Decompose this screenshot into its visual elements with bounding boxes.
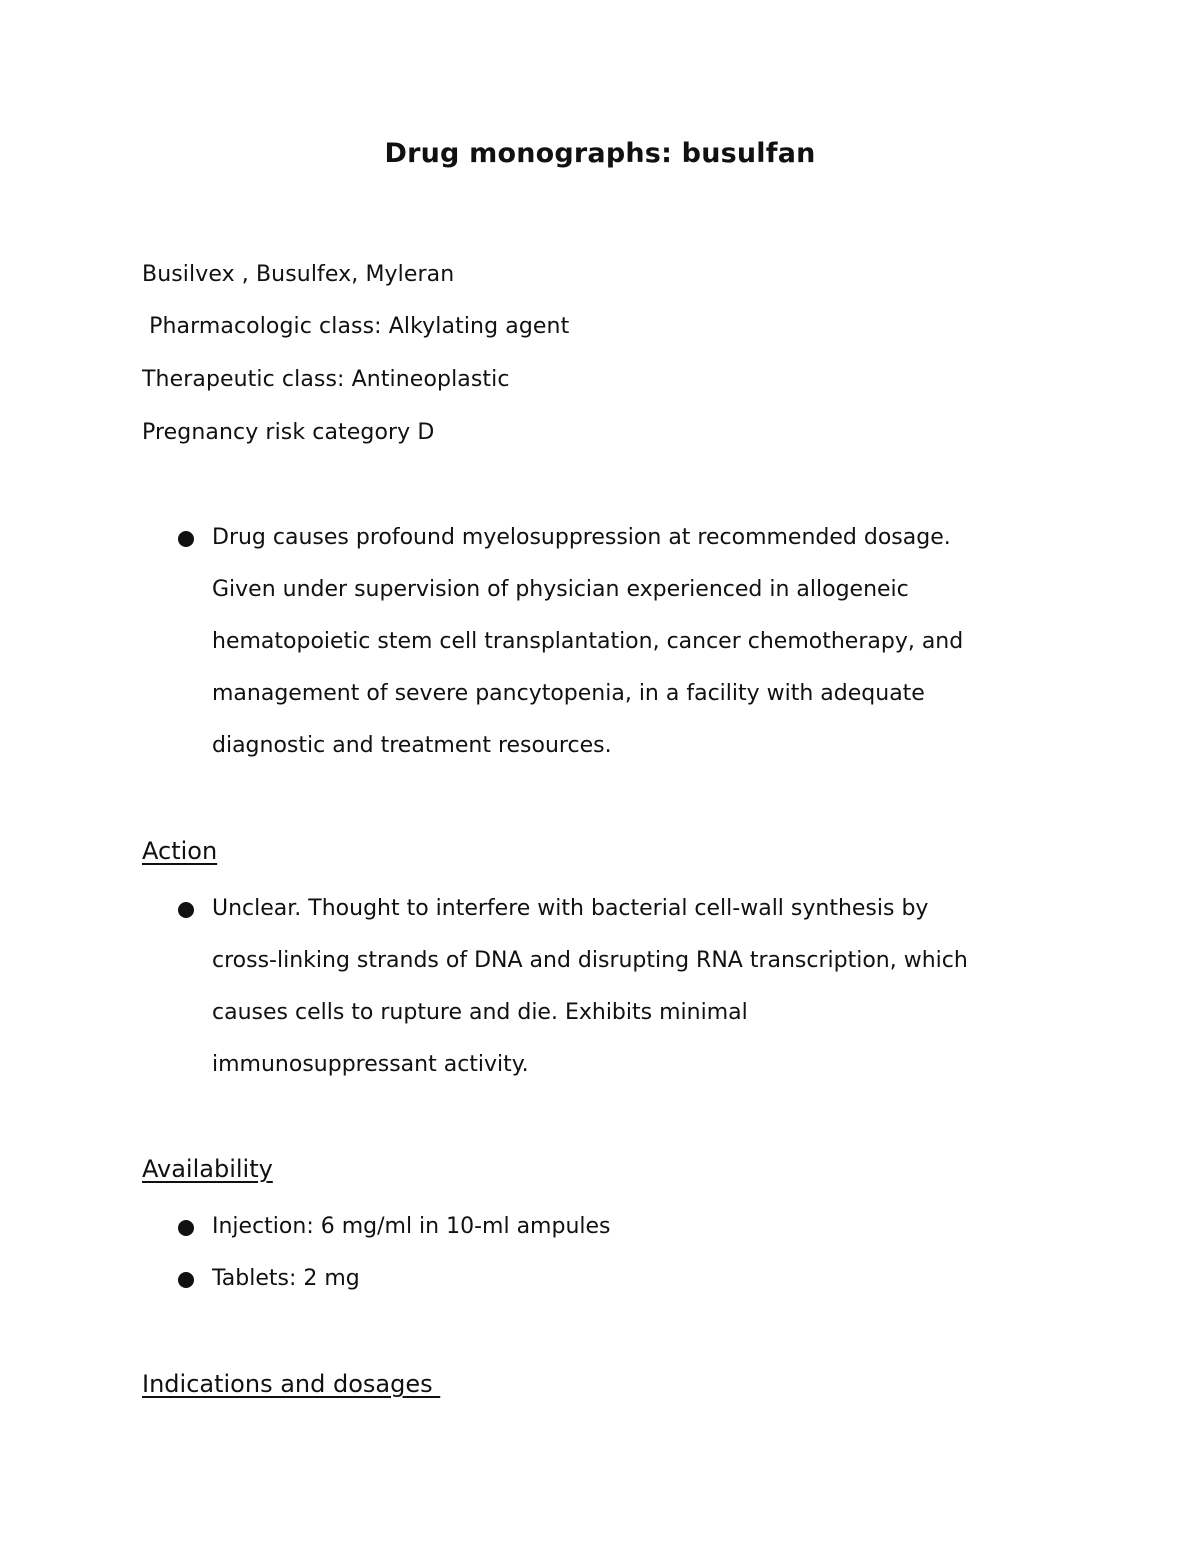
warning-line-3: hematopoietic stem cell transplantation, cancer chemotherapy, and xyxy=(212,629,964,654)
action-line-2: cross-linking strands of DNA and disrupting RNA transcription, which xyxy=(212,948,968,973)
pregnancy-risk-category: Pregnancy risk category D xyxy=(142,420,435,445)
availability-list-item xyxy=(142,1201,1102,1253)
availability-list-item xyxy=(142,1253,1102,1305)
bullet-icon xyxy=(178,1220,194,1236)
document-title: Drug monographs: busulfan xyxy=(384,138,816,169)
bullet-icon xyxy=(178,902,194,918)
action-line-3: causes cells to rupture and die. Exhibits minimal xyxy=(212,1000,748,1025)
warning-list xyxy=(142,512,1102,772)
warning-list-item xyxy=(142,512,1102,772)
availability-injection: Injection: 6 mg/ml in 10-ml ampules xyxy=(212,1214,611,1239)
bullet-icon xyxy=(178,531,194,547)
warning-line-5: diagnostic and treatment resources. xyxy=(212,733,612,758)
action-list xyxy=(142,883,1102,1091)
therapeutic-class: Therapeutic class: Antineoplastic xyxy=(142,367,510,392)
availability-list xyxy=(142,1201,1102,1305)
pharmacologic-class: Pharmacologic class: Alkylating agent xyxy=(142,314,570,339)
action-line-4: immunosuppressant activity. xyxy=(212,1052,529,1077)
availability-heading: Availability xyxy=(142,1155,273,1183)
indications-heading: Indications and dosages xyxy=(142,1370,441,1398)
action-heading: Action xyxy=(142,837,218,865)
action-list-item xyxy=(142,883,1102,1091)
action-line-1: Unclear. Thought to interfere with bacterial cell-wall synthesis by xyxy=(212,896,929,921)
warning-line-2: Given under supervision of physician experienced in allogeneic xyxy=(212,577,909,602)
availability-tablets: Tablets: 2 mg xyxy=(212,1266,360,1291)
brand-names: Busilvex , Busulfex, Myleran xyxy=(142,262,455,287)
bullet-icon xyxy=(178,1272,194,1288)
warning-line-4: management of severe pancytopenia, in a facility with adequate xyxy=(212,681,925,706)
warning-line-1: Drug causes profound myelosuppression at recommended dosage. xyxy=(212,525,951,550)
